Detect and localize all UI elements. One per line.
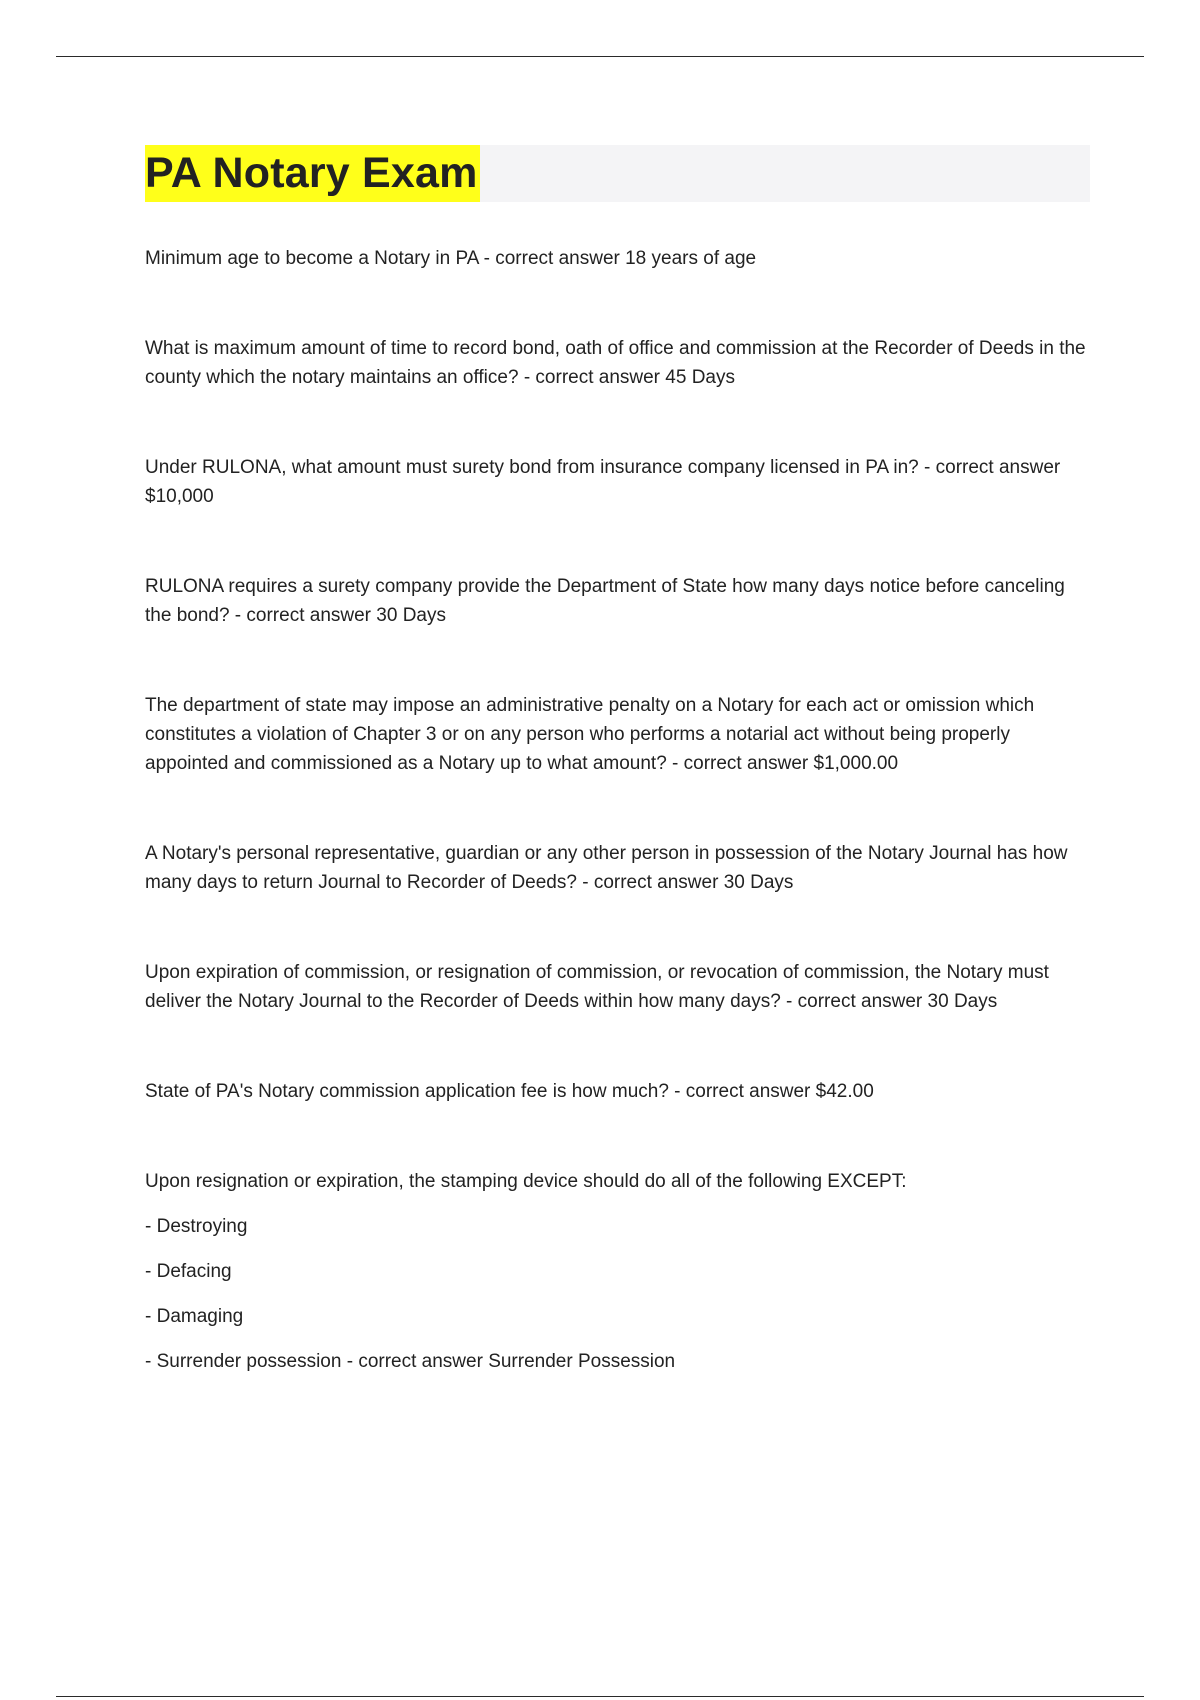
document-body (145, 145, 1090, 1376)
answer-option: - Damaging (145, 1306, 244, 1327)
qa-item: What is maximum amount of time to record bond, oath of office and commission at the Recorder of Deeds in the county which the notary maintains an office? - correct answer 45 Days (145, 338, 1086, 388)
question-stem: Upon resignation or expiration, the stamping device should do all of the following EXCEPT: (145, 1171, 907, 1192)
qa-item-multiple-choice (145, 1167, 1090, 1376)
qa-item: Under RULONA, what amount must surety bond from insurance company licensed in PA in? - correct answer $10,000 (145, 457, 1061, 507)
top-rule (56, 56, 1144, 57)
document-title: PA Notary Exam (145, 145, 480, 202)
answer-option: - Defacing (145, 1261, 232, 1282)
qa-list (145, 244, 1090, 1376)
answer-option: - Surrender possession - correct answer Surrender Possession (145, 1351, 676, 1372)
qa-item: State of PA's Notary commission application fee is how much? - correct answer $42.00 (145, 1081, 874, 1102)
qa-item: A Notary's personal representative, guardian or any other person in possession of the Notary Journal has how many days to return Journal to Recorder of Deeds? - correct answer 30 Days (145, 843, 1068, 893)
answer-option: - Destroying (145, 1216, 248, 1237)
qa-item: RULONA requires a surety company provide the Department of State how many days notice before canceling the bond? - correct answer 30 Days (145, 576, 1065, 626)
bottom-rule (56, 1696, 1144, 1697)
qa-item: The department of state may impose an administrative penalty on a Notary for each act or omission which constitutes a violation of Chapter 3 or on any person who performs a notarial act without being properly appointed and commissioned as a Notary up to what amount? - correct answer $1,000.00 (145, 695, 1035, 774)
qa-item: Minimum age to become a Notary in PA - correct answer 18 years of age (145, 248, 757, 269)
qa-item: Upon expiration of commission, or resignation of commission, or revocation of commission, the Notary must deliver the Notary Journal to the Recorder of Deeds within how many days? - correct answer 30 Days (145, 962, 1049, 1012)
title-band (145, 145, 1090, 202)
